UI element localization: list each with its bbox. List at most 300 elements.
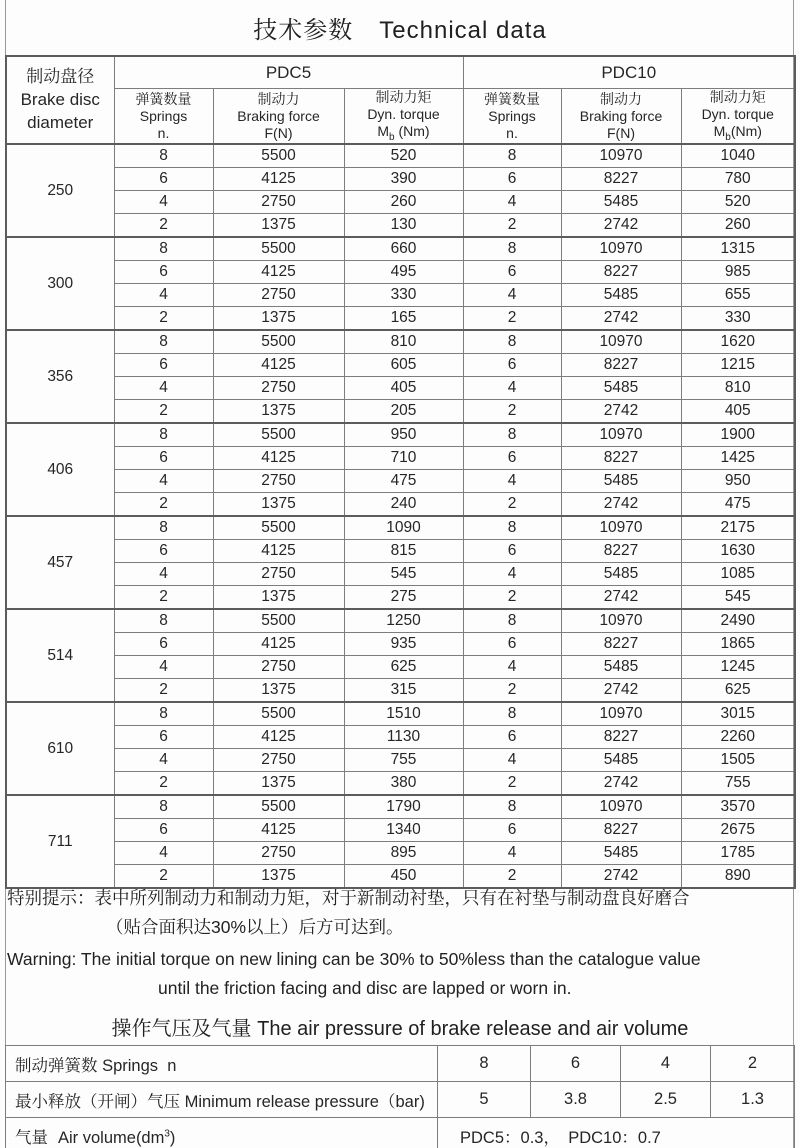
table-row [6, 447, 795, 470]
springs-unit: n. [506, 124, 518, 141]
table-row [6, 726, 795, 749]
force-en: Braking force [579, 107, 663, 124]
data-cell: 895 [344, 842, 463, 865]
data-cell: 10970 [561, 144, 681, 168]
table-row [6, 772, 795, 796]
table-row [6, 516, 795, 540]
data-cell: 330 [681, 307, 795, 331]
data-cell: 5500 [213, 702, 344, 726]
data-cell: 6 [463, 726, 561, 749]
data-cell: 5500 [213, 330, 344, 354]
release-pressure-row [6, 1082, 795, 1118]
data-cell: 6 [463, 819, 561, 842]
data-cell: 2742 [561, 679, 681, 703]
table-row [6, 261, 795, 284]
data-cell: 10970 [561, 330, 681, 354]
data-cell: 8 [463, 144, 561, 168]
data-cell: 275 [344, 586, 463, 610]
data-cell: 8 [114, 330, 213, 354]
table-row [6, 702, 795, 726]
data-cell: 5485 [561, 656, 681, 679]
table-row [6, 842, 795, 865]
pdc10-force-header [561, 89, 681, 145]
data-cell: 2742 [561, 493, 681, 517]
data-cell: 4 [463, 842, 561, 865]
pdc10-springs-header [463, 89, 561, 145]
table-row [6, 633, 795, 656]
data-cell: 4 [463, 563, 561, 586]
springs-count-row [6, 1046, 795, 1082]
data-cell: 8 [463, 423, 561, 447]
data-cell: 2 [463, 493, 561, 517]
data-cell: 405 [681, 400, 795, 424]
springs-en: Springs [139, 107, 188, 124]
data-cell: 4 [114, 656, 213, 679]
air-volume-label-close: ) [169, 1128, 176, 1147]
data-cell: 1790 [344, 795, 463, 819]
table-row [6, 563, 795, 586]
group-header-row [6, 56, 795, 89]
data-cell: 1620 [681, 330, 795, 354]
disc-diameter-cell: 406 [6, 423, 114, 516]
data-cell: 405 [344, 377, 463, 400]
release-pressure-value: 1.3 [711, 1082, 795, 1118]
data-cell: 8227 [561, 540, 681, 563]
data-cell: 1375 [213, 772, 344, 796]
table-row [6, 377, 795, 400]
table-row [6, 191, 795, 214]
data-cell: 2 [463, 400, 561, 424]
disc-diameter-cell: 457 [6, 516, 114, 609]
springs-count-value: 4 [621, 1046, 711, 1082]
force-zh: 制动力 [600, 91, 642, 107]
torque-sym: M [713, 122, 726, 139]
data-cell: 6 [114, 447, 213, 470]
table-row [6, 679, 795, 703]
data-cell: 815 [344, 540, 463, 563]
data-cell: 380 [344, 772, 463, 796]
data-cell: 4 [114, 191, 213, 214]
data-cell: 4 [463, 749, 561, 772]
data-cell: 8 [114, 702, 213, 726]
data-cell: 1375 [213, 214, 344, 238]
data-cell: 2 [114, 214, 213, 238]
data-cell: 5500 [213, 423, 344, 447]
data-cell: 6 [463, 447, 561, 470]
data-cell: 2260 [681, 726, 795, 749]
data-cell: 810 [344, 330, 463, 354]
data-cell: 935 [344, 633, 463, 656]
data-cell: 8227 [561, 261, 681, 284]
data-cell: 475 [681, 493, 795, 517]
data-cell: 3015 [681, 702, 795, 726]
data-cell: 755 [681, 772, 795, 796]
data-cell: 1425 [681, 447, 795, 470]
data-cell: 2750 [213, 470, 344, 493]
data-cell: 1375 [213, 679, 344, 703]
data-cell: 8 [463, 702, 561, 726]
data-cell: 2742 [561, 400, 681, 424]
data-cell: 2 [463, 214, 561, 238]
data-cell: 2742 [561, 772, 681, 796]
data-cell: 5500 [213, 144, 344, 168]
data-cell: 2750 [213, 656, 344, 679]
table-row [6, 819, 795, 842]
data-cell: 2742 [561, 586, 681, 610]
data-cell: 950 [681, 470, 795, 493]
torque-zh: 制动力矩 [375, 89, 432, 105]
springs-en: Springs [488, 107, 536, 124]
data-cell: 2 [114, 679, 213, 703]
data-cell: 8 [463, 795, 561, 819]
data-cell: 330 [344, 284, 463, 307]
data-cell: 1785 [681, 842, 795, 865]
data-cell: 1130 [344, 726, 463, 749]
torque-sub: b [389, 131, 395, 143]
data-cell: 4125 [213, 261, 344, 284]
data-cell: 710 [344, 447, 463, 470]
data-cell: 6 [463, 168, 561, 191]
data-cell: 130 [344, 214, 463, 238]
data-cell: 655 [681, 284, 795, 307]
torque-unit-pdc10 [682, 123, 795, 144]
data-cell: 2 [463, 307, 561, 331]
air-volume-label-en: Air volume(dm [58, 1128, 165, 1147]
table-row [6, 214, 795, 238]
data-cell: 625 [681, 679, 795, 703]
data-cell: 8 [463, 237, 561, 261]
disc-diameter-cell: 514 [6, 609, 114, 702]
data-cell: 2750 [213, 749, 344, 772]
torque-en: Dyn. torque [367, 105, 440, 122]
data-cell: 5500 [213, 609, 344, 633]
warning-zh-line2: （贴合面积达30%以上）后方可达到。 [106, 917, 404, 937]
data-cell: 6 [114, 540, 213, 563]
data-cell: 1865 [681, 633, 795, 656]
torque-sub: b [725, 131, 731, 143]
data-cell: 6 [114, 261, 213, 284]
force-zh: 制动力 [257, 91, 300, 107]
data-cell: 10970 [561, 795, 681, 819]
data-cell: 2490 [681, 609, 795, 633]
torque-en: Dyn. torque [701, 105, 774, 122]
table-row [6, 470, 795, 493]
springs-zh: 弹簧数量 [135, 91, 192, 107]
data-cell: 4 [114, 470, 213, 493]
force-en: Braking force [237, 107, 320, 124]
data-cell: 810 [681, 377, 795, 400]
data-cell: 2750 [213, 377, 344, 400]
data-cell: 4 [114, 284, 213, 307]
data-cell: 1375 [213, 865, 344, 889]
data-cell: 8 [114, 144, 213, 168]
pdc5-springs-header [114, 89, 213, 145]
springs-count-label: 制动弹簧数 Springs n [6, 1046, 438, 1082]
force-unit: F(N) [264, 124, 293, 141]
data-cell: 5500 [213, 516, 344, 540]
springs-count-value: 2 [711, 1046, 795, 1082]
data-cell: 1375 [213, 400, 344, 424]
data-cell: 475 [344, 470, 463, 493]
data-cell: 10970 [561, 423, 681, 447]
table-row [6, 354, 795, 377]
disc-group-406 [6, 423, 795, 516]
data-cell: 6 [114, 168, 213, 191]
data-cell: 5500 [213, 795, 344, 819]
data-cell: 2742 [561, 214, 681, 238]
data-cell: 890 [681, 865, 795, 889]
data-cell: 2750 [213, 842, 344, 865]
data-cell: 8 [463, 516, 561, 540]
data-cell: 2750 [213, 284, 344, 307]
data-cell: 2 [463, 586, 561, 610]
data-cell: 1085 [681, 563, 795, 586]
data-cell: 8227 [561, 633, 681, 656]
data-cell: 2 [463, 865, 561, 889]
disc-group-356 [6, 330, 795, 423]
data-cell: 8227 [561, 726, 681, 749]
data-cell: 1505 [681, 749, 795, 772]
data-cell: 5500 [213, 237, 344, 261]
data-cell: 2 [463, 679, 561, 703]
page-title-zh: 技术参数 [253, 17, 354, 44]
disc-group-514 [6, 609, 795, 702]
data-cell: 545 [681, 586, 795, 610]
air-volume-label [6, 1118, 438, 1148]
release-pressure-value: 5 [438, 1082, 531, 1118]
data-cell: 5485 [561, 191, 681, 214]
page-title [0, 10, 800, 45]
data-cell: 4 [114, 377, 213, 400]
data-cell: 315 [344, 679, 463, 703]
data-cell: 4125 [213, 447, 344, 470]
data-cell: 2 [463, 772, 561, 796]
data-cell: 10970 [561, 609, 681, 633]
disc-header-en2: diameter [27, 112, 94, 132]
data-cell: 520 [681, 191, 795, 214]
data-cell: 1040 [681, 144, 795, 168]
pdc10-group-header: PDC10 [463, 56, 795, 89]
data-cell: 8 [463, 330, 561, 354]
pdc5-torque-header [344, 89, 463, 145]
data-cell: 4125 [213, 168, 344, 191]
pdc10-torque-header [681, 89, 795, 145]
data-cell: 1900 [681, 423, 795, 447]
disc-diameter-cell: 711 [6, 795, 114, 888]
table-header [6, 56, 795, 144]
table-row [6, 284, 795, 307]
data-cell: 4125 [213, 726, 344, 749]
disc-diameter-cell: 250 [6, 144, 114, 237]
disc-group-457 [6, 516, 795, 609]
springs-zh: 弹簧数量 [484, 91, 540, 107]
data-cell: 5485 [561, 284, 681, 307]
table-row [6, 493, 795, 517]
data-cell: 950 [344, 423, 463, 447]
table-row [6, 656, 795, 679]
table-row [6, 237, 795, 261]
table-row [6, 423, 795, 447]
table-row [6, 307, 795, 331]
data-cell: 165 [344, 307, 463, 331]
data-cell: 2 [114, 307, 213, 331]
torque-unit-pdc5 [345, 123, 463, 144]
data-cell: 1245 [681, 656, 795, 679]
air-pressure-table [5, 1045, 795, 1148]
data-cell: 2175 [681, 516, 795, 540]
data-cell: 2 [114, 586, 213, 610]
data-cell: 1630 [681, 540, 795, 563]
table-row [6, 586, 795, 610]
data-cell: 10970 [561, 516, 681, 540]
data-cell: 4 [114, 749, 213, 772]
data-cell: 985 [681, 261, 795, 284]
springs-count-value: 8 [438, 1046, 531, 1082]
data-cell: 260 [344, 191, 463, 214]
release-pressure-label: 最小释放（开闸）气压 Minimum release pressure（bar) [6, 1082, 438, 1118]
data-cell: 1375 [213, 307, 344, 331]
data-cell: 4 [114, 842, 213, 865]
data-cell: 2742 [561, 865, 681, 889]
data-cell: 4 [114, 563, 213, 586]
data-cell: 2 [114, 400, 213, 424]
data-cell: 8 [114, 609, 213, 633]
air-volume-sup: 3 [164, 1128, 170, 1139]
data-cell: 4 [463, 284, 561, 307]
data-cell: 4125 [213, 819, 344, 842]
disc-group-300 [6, 237, 795, 330]
disc-header-zh: 制动盘径 [26, 66, 95, 86]
data-cell: 4125 [213, 540, 344, 563]
data-cell: 450 [344, 865, 463, 889]
release-pressure-value: 2.5 [621, 1082, 711, 1118]
torque-nm: (Nm) [394, 122, 430, 139]
disc-diameter-header [6, 56, 114, 144]
disc-diameter-cell: 610 [6, 702, 114, 795]
disc-group-610 [6, 702, 795, 795]
air-volume-row [6, 1118, 795, 1148]
data-cell: 2 [114, 772, 213, 796]
data-cell: 3570 [681, 795, 795, 819]
torque-zh: 制动力矩 [709, 89, 766, 105]
warning-en-line1: Warning: The initial torque on new lining can be 30% to 50%less than the catalogue value [7, 949, 701, 969]
data-cell: 625 [344, 656, 463, 679]
disc-diameter-cell: 300 [6, 237, 114, 330]
technical-data-table [5, 55, 796, 889]
data-cell: 6 [114, 633, 213, 656]
page-title-en: Technical data [379, 17, 547, 44]
warning-en-line2: until the friction facing and disc are lapped or worn in. [158, 978, 572, 998]
data-cell: 2750 [213, 563, 344, 586]
data-cell: 6 [463, 354, 561, 377]
data-cell: 545 [344, 563, 463, 586]
data-cell: 8 [114, 423, 213, 447]
data-cell: 2 [114, 865, 213, 889]
table-row [6, 144, 795, 168]
air-section-title: 操作气压及气量 The air pressure of brake release and air volume [111, 1018, 689, 1040]
data-cell: 5485 [561, 842, 681, 865]
data-cell: 6 [463, 633, 561, 656]
data-cell: 2742 [561, 307, 681, 331]
force-unit: F(N) [607, 124, 635, 141]
pdc5-group-header: PDC5 [114, 56, 463, 89]
disc-diameter-cell: 356 [6, 330, 114, 423]
air-volume-value: PDC5：0.3， PDC10：0.7 [438, 1118, 795, 1148]
data-cell: 6 [114, 726, 213, 749]
data-cell: 1375 [213, 493, 344, 517]
data-cell: 4 [463, 191, 561, 214]
data-cell: 6 [463, 540, 561, 563]
data-cell: 5485 [561, 563, 681, 586]
data-cell: 10970 [561, 702, 681, 726]
data-cell: 5485 [561, 749, 681, 772]
data-cell: 2675 [681, 819, 795, 842]
data-cell: 4 [463, 656, 561, 679]
torque-nm: (Nm) [730, 122, 762, 139]
data-cell: 6 [114, 354, 213, 377]
torque-sym: M [377, 122, 390, 139]
data-cell: 495 [344, 261, 463, 284]
data-cell: 5485 [561, 470, 681, 493]
data-cell: 8227 [561, 354, 681, 377]
data-cell: 205 [344, 400, 463, 424]
table-row [6, 400, 795, 424]
data-cell: 8227 [561, 819, 681, 842]
table-row [6, 795, 795, 819]
springs-count-value: 6 [531, 1046, 621, 1082]
table-row [6, 168, 795, 191]
pdc5-force-header [213, 89, 344, 145]
data-cell: 780 [681, 168, 795, 191]
data-cell: 1510 [344, 702, 463, 726]
warning-section [7, 884, 793, 1003]
data-cell: 260 [681, 214, 795, 238]
data-cell: 5485 [561, 377, 681, 400]
air-volume-label-zh: 气量 [15, 1128, 48, 1147]
data-cell: 8 [114, 795, 213, 819]
data-cell: 1315 [681, 237, 795, 261]
data-cell: 605 [344, 354, 463, 377]
data-cell: 520 [344, 144, 463, 168]
data-cell: 8 [463, 609, 561, 633]
disc-header-en1: Brake disc [20, 89, 100, 109]
release-pressure-value: 3.8 [531, 1082, 621, 1118]
disc-group-711 [6, 795, 795, 888]
table-row [6, 330, 795, 354]
table-row [6, 749, 795, 772]
data-cell: 4 [463, 377, 561, 400]
data-cell: 4125 [213, 633, 344, 656]
warning-zh-line1: 特别提示：表中所列制动力和制动力矩，对于新制动衬垫，只有在衬垫与制动盘良好磨合 [7, 888, 690, 908]
data-cell: 8 [114, 237, 213, 261]
data-cell: 240 [344, 493, 463, 517]
data-cell: 4 [463, 470, 561, 493]
data-cell: 1250 [344, 609, 463, 633]
data-cell: 6 [463, 261, 561, 284]
disc-group-250 [6, 144, 795, 237]
table-row [6, 540, 795, 563]
data-cell: 10970 [561, 237, 681, 261]
data-cell: 390 [344, 168, 463, 191]
data-cell: 8 [114, 516, 213, 540]
data-cell: 755 [344, 749, 463, 772]
data-cell: 1340 [344, 819, 463, 842]
data-cell: 1215 [681, 354, 795, 377]
data-cell: 1090 [344, 516, 463, 540]
data-cell: 4125 [213, 354, 344, 377]
data-cell: 1375 [213, 586, 344, 610]
data-cell: 2750 [213, 191, 344, 214]
